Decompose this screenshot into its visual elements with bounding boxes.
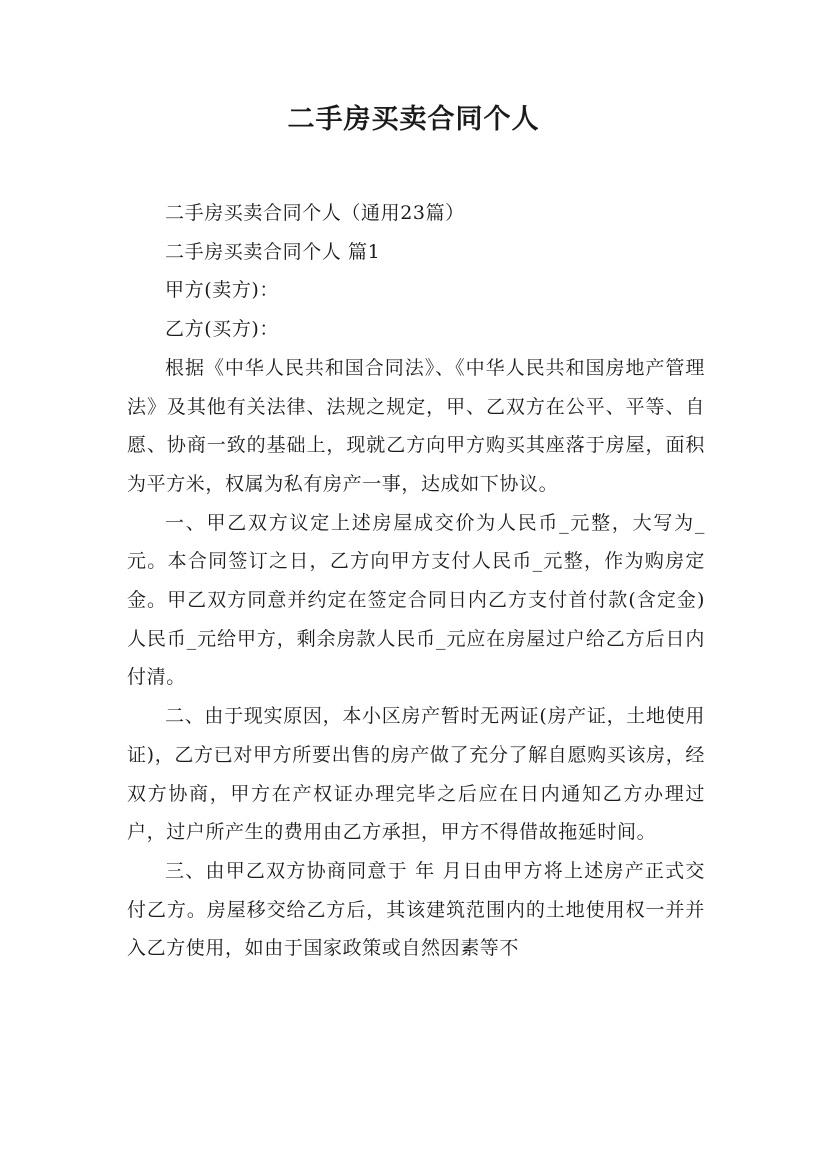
document-title: 二手房买卖合同个人 [287,104,540,135]
document-body [127,194,705,968]
paragraph-clause-2: 二、由于现实原因，本小区房产暂时无两证(房产证，土地使用证)，乙方已对甲方所要出售的房产做了充分了解自愿购买该房，经双方协商，甲方在产权证办理完毕之后应在日内通知乙方办理过户，过户所产生的费用由乙方承担，甲方不得借故拖延时间。 [127,705,705,844]
paragraph-party-b: 乙方(买方)： [165,318,280,341]
paragraph-heading: 二手房买卖合同个人（通用23篇） [165,202,465,224]
paragraph-section-title: 二手房买卖合同个人 篇1 [165,240,381,263]
paragraph-preamble: 根据《中华人民共和国合同法》、《中华人民共和国房地产管理法》及其他有关法律、法规之规定，甲、乙双方在公平、平等、自愿、协商一致的基础上，现就乙方向甲方购买其座落于房屋，面积为平方米，权属为私有房产一事，达成如下协议。 [127,356,705,495]
paragraph-party-a: 甲方(卖方)： [165,279,280,302]
paragraph-clause-3: 三、由甲乙双方协商同意于 年 月日由甲方将上述房产正式交付乙方。房屋移交给乙方后，其该建筑范围内的土地使用权一并并入乙方使用，如由于国家政策或自然因素等不 [127,859,705,960]
paragraph-clause-1: 一、甲乙双方议定上述房屋成交价为人民币_元整，大写为_元。本合同签订之日，乙方向甲方支付人民币_元整，作为购房定金。甲乙双方同意并约定在签定合同日内乙方支付首付款(含定金)人民币_元给甲方，剩余房款人民币_元应在房屋过户给乙方后日内付清。 [127,511,705,689]
